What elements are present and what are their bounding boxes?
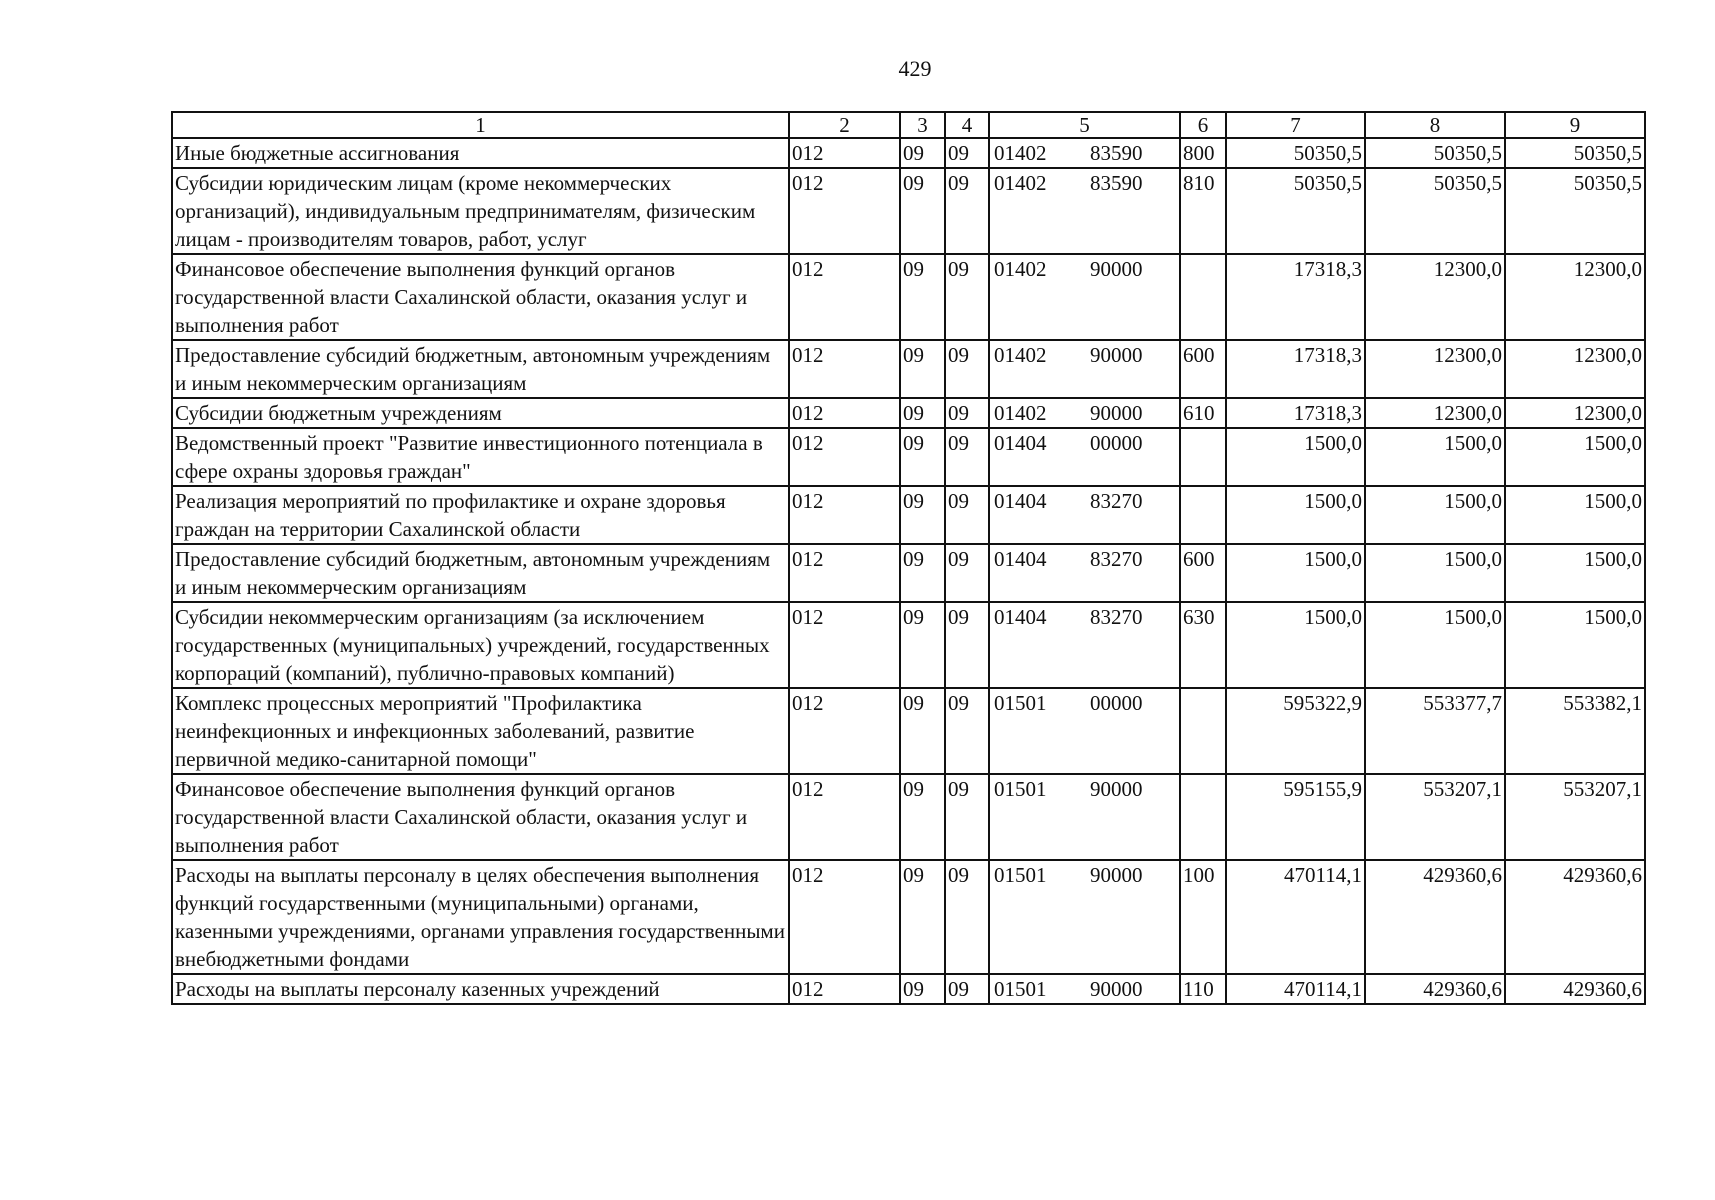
section-code-cell: 09 — [900, 486, 945, 544]
target-code-cell — [989, 398, 1180, 428]
table-row — [172, 340, 1645, 398]
subsection-code-cell: 09 — [945, 860, 989, 974]
name-cell: Субсидии бюджетным учреждениям — [172, 398, 789, 428]
subsection-code-cell: 09 — [945, 254, 989, 340]
expense-type-cell — [1180, 428, 1226, 486]
target-code-direction: 00000 — [1090, 691, 1143, 715]
admin-code-cell: 012 — [789, 486, 900, 544]
section-code-cell: 09 — [900, 428, 945, 486]
section-code-cell: 09 — [900, 254, 945, 340]
table-row — [172, 428, 1645, 486]
table-row — [172, 774, 1645, 860]
subsection-code-cell: 09 — [945, 774, 989, 860]
name-cell: Субсидии некоммерческим организациям (за исключением государственных (муниципальных) учреждений, государственных корпораций (компаний), публично-правовых компаний) — [172, 602, 789, 688]
admin-code-cell: 012 — [789, 398, 900, 428]
column-header-2: 2 — [789, 112, 900, 138]
table-row — [172, 254, 1645, 340]
subsection-code-cell: 09 — [945, 974, 989, 1004]
section-code-cell: 09 — [900, 544, 945, 602]
admin-code-cell: 012 — [789, 544, 900, 602]
target-code-program: 01404 — [994, 489, 1047, 513]
amount-col8-cell: 553207,1 — [1365, 774, 1505, 860]
expense-type-cell: 600 — [1180, 544, 1226, 602]
expense-type-cell: 610 — [1180, 398, 1226, 428]
amount-col8-cell: 50350,5 — [1365, 168, 1505, 254]
name-cell: Финансовое обеспечение выполнения функций органов государственной власти Сахалинской области, оказания услуг и выполнения работ — [172, 774, 789, 860]
column-header-3: 3 — [900, 112, 945, 138]
target-code-cell — [989, 544, 1180, 602]
target-code-direction: 83270 — [1090, 547, 1143, 571]
section-code-cell: 09 — [900, 138, 945, 168]
amount-col8-cell: 12300,0 — [1365, 254, 1505, 340]
name-cell: Субсидии юридическим лицам (кроме некоммерческих организаций), индивидуальным предпринимателям, физическим лицам - производителям товаров, работ, услуг — [172, 168, 789, 254]
amount-col9-cell: 429360,6 — [1505, 974, 1645, 1004]
section-code-cell: 09 — [900, 974, 945, 1004]
amount-col7-cell: 470114,1 — [1226, 860, 1365, 974]
amount-col8-cell: 12300,0 — [1365, 340, 1505, 398]
section-code-cell: 09 — [900, 774, 945, 860]
name-cell: Финансовое обеспечение выполнения функций органов государственной власти Сахалинской области, оказания услуг и выполнения работ — [172, 254, 789, 340]
target-code-direction: 90000 — [1090, 863, 1143, 887]
target-code-program: 01501 — [994, 777, 1047, 801]
expense-type-cell — [1180, 688, 1226, 774]
admin-code-cell: 012 — [789, 254, 900, 340]
target-code-program: 01501 — [994, 691, 1047, 715]
amount-col9-cell: 553382,1 — [1505, 688, 1645, 774]
section-code-cell: 09 — [900, 860, 945, 974]
expense-type-cell: 100 — [1180, 860, 1226, 974]
amount-col7-cell: 50350,5 — [1226, 168, 1365, 254]
subsection-code-cell: 09 — [945, 340, 989, 398]
amount-col8-cell: 1500,0 — [1365, 486, 1505, 544]
amount-col8-cell: 1500,0 — [1365, 544, 1505, 602]
amount-col9-cell: 1500,0 — [1505, 602, 1645, 688]
expense-type-cell: 800 — [1180, 138, 1226, 168]
amount-col9-cell: 12300,0 — [1505, 398, 1645, 428]
table-row — [172, 602, 1645, 688]
subsection-code-cell: 09 — [945, 168, 989, 254]
subsection-code-cell: 09 — [945, 688, 989, 774]
header-row — [172, 112, 1645, 138]
section-code-cell: 09 — [900, 688, 945, 774]
amount-col8-cell: 1500,0 — [1365, 602, 1505, 688]
amount-col8-cell: 1500,0 — [1365, 428, 1505, 486]
column-header-4: 4 — [945, 112, 989, 138]
target-code-cell — [989, 168, 1180, 254]
expense-type-cell: 810 — [1180, 168, 1226, 254]
amount-col9-cell: 50350,5 — [1505, 168, 1645, 254]
name-cell: Комплекс процессных мероприятий "Профилактика неинфекционных и инфекционных заболеваний, развитие первичной медико-санитарной помощи" — [172, 688, 789, 774]
amount-col7-cell: 1500,0 — [1226, 428, 1365, 486]
target-code-cell — [989, 254, 1180, 340]
target-code-cell — [989, 860, 1180, 974]
section-code-cell: 09 — [900, 602, 945, 688]
target-code-direction: 90000 — [1090, 401, 1143, 425]
amount-col7-cell: 17318,3 — [1226, 398, 1365, 428]
target-code-program: 01404 — [994, 547, 1047, 571]
amount-col9-cell: 12300,0 — [1505, 254, 1645, 340]
target-code-program: 01402 — [994, 257, 1047, 281]
table-row — [172, 398, 1645, 428]
target-code-cell — [989, 602, 1180, 688]
target-code-program: 01404 — [994, 431, 1047, 455]
column-header-7: 7 — [1226, 112, 1365, 138]
section-code-cell: 09 — [900, 398, 945, 428]
target-code-cell — [989, 428, 1180, 486]
budget-table — [171, 111, 1646, 1005]
name-cell: Предоставление субсидий бюджетным, автономным учреждениям и иным некоммерческим организациям — [172, 340, 789, 398]
amount-col8-cell: 429360,6 — [1365, 860, 1505, 974]
subsection-code-cell: 09 — [945, 398, 989, 428]
amount-col7-cell: 17318,3 — [1226, 254, 1365, 340]
target-code-program: 01501 — [994, 977, 1047, 1001]
subsection-code-cell: 09 — [945, 428, 989, 486]
target-code-program: 01402 — [994, 401, 1047, 425]
target-code-program: 01402 — [994, 343, 1047, 367]
column-header-8: 8 — [1365, 112, 1505, 138]
target-code-program: 01501 — [994, 863, 1047, 887]
column-header-1: 1 — [172, 112, 789, 138]
amount-col7-cell: 595155,9 — [1226, 774, 1365, 860]
expense-type-cell: 600 — [1180, 340, 1226, 398]
subsection-code-cell: 09 — [945, 486, 989, 544]
amount-col7-cell: 595322,9 — [1226, 688, 1365, 774]
target-code-direction: 90000 — [1090, 977, 1143, 1001]
table-row — [172, 860, 1645, 974]
admin-code-cell: 012 — [789, 602, 900, 688]
admin-code-cell: 012 — [789, 168, 900, 254]
target-code-program: 01402 — [994, 141, 1047, 165]
section-code-cell: 09 — [900, 340, 945, 398]
column-header-6: 6 — [1180, 112, 1226, 138]
amount-col9-cell: 553207,1 — [1505, 774, 1645, 860]
target-code-direction: 83270 — [1090, 605, 1143, 629]
page-number: 429 — [898, 56, 932, 81]
admin-code-cell: 012 — [789, 688, 900, 774]
target-code-cell — [989, 974, 1180, 1004]
target-code-program: 01404 — [994, 605, 1047, 629]
amount-col8-cell: 50350,5 — [1365, 138, 1505, 168]
amount-col7-cell: 1500,0 — [1226, 544, 1365, 602]
name-cell: Предоставление субсидий бюджетным, автономным учреждениям и иным некоммерческим организациям — [172, 544, 789, 602]
subsection-code-cell: 09 — [945, 138, 989, 168]
amount-col9-cell: 1500,0 — [1505, 486, 1645, 544]
name-cell: Иные бюджетные ассигнования — [172, 138, 789, 168]
admin-code-cell: 012 — [789, 340, 900, 398]
amount-col8-cell: 12300,0 — [1365, 398, 1505, 428]
amount-col8-cell: 553377,7 — [1365, 688, 1505, 774]
name-cell: Ведомственный проект "Развитие инвестиционного потенциала в сфере охраны здоровья граждан" — [172, 428, 789, 486]
target-code-cell — [989, 138, 1180, 168]
amount-col7-cell: 1500,0 — [1226, 602, 1365, 688]
target-code-cell — [989, 486, 1180, 544]
amount-col9-cell: 429360,6 — [1505, 860, 1645, 974]
admin-code-cell: 012 — [789, 428, 900, 486]
table-body — [172, 138, 1645, 1004]
name-cell: Расходы на выплаты персоналу в целях обеспечения выполнения функций государственными (муниципальными) органами, казенными учреждениями, органами управления государственными внебюджетными фондами — [172, 860, 789, 974]
name-cell: Реализация мероприятий по профилактике и охране здоровья граждан на территории Сахалинской области — [172, 486, 789, 544]
expense-type-cell: 110 — [1180, 974, 1226, 1004]
expense-type-cell: 630 — [1180, 602, 1226, 688]
table-row — [172, 688, 1645, 774]
target-code-cell — [989, 688, 1180, 774]
subsection-code-cell: 09 — [945, 544, 989, 602]
table-row — [172, 974, 1645, 1004]
amount-col9-cell: 1500,0 — [1505, 544, 1645, 602]
section-code-cell: 09 — [900, 168, 945, 254]
target-code-cell — [989, 774, 1180, 860]
amount-col9-cell: 1500,0 — [1505, 428, 1645, 486]
target-code-cell — [989, 340, 1180, 398]
amount-col7-cell: 1500,0 — [1226, 486, 1365, 544]
expense-type-cell — [1180, 486, 1226, 544]
target-code-direction: 90000 — [1090, 343, 1143, 367]
target-code-direction: 90000 — [1090, 777, 1143, 801]
amount-col7-cell: 50350,5 — [1226, 138, 1365, 168]
amount-col7-cell: 470114,1 — [1226, 974, 1365, 1004]
admin-code-cell: 012 — [789, 774, 900, 860]
target-code-direction: 83270 — [1090, 489, 1143, 513]
admin-code-cell: 012 — [789, 974, 900, 1004]
subsection-code-cell: 09 — [945, 602, 989, 688]
admin-code-cell: 012 — [789, 860, 900, 974]
table-row — [172, 544, 1645, 602]
amount-col9-cell: 12300,0 — [1505, 340, 1645, 398]
expense-type-cell — [1180, 774, 1226, 860]
table-row — [172, 168, 1645, 254]
amount-col8-cell: 429360,6 — [1365, 974, 1505, 1004]
amount-col9-cell: 50350,5 — [1505, 138, 1645, 168]
table-row — [172, 138, 1645, 168]
table-row — [172, 486, 1645, 544]
target-code-direction: 83590 — [1090, 171, 1143, 195]
column-header-9: 9 — [1505, 112, 1645, 138]
column-header-5: 5 — [989, 112, 1180, 138]
amount-col7-cell: 17318,3 — [1226, 340, 1365, 398]
admin-code-cell: 012 — [789, 138, 900, 168]
name-cell: Расходы на выплаты персоналу казенных учреждений — [172, 974, 789, 1004]
expense-type-cell — [1180, 254, 1226, 340]
target-code-program: 01402 — [994, 171, 1047, 195]
target-code-direction: 00000 — [1090, 431, 1143, 455]
target-code-direction: 90000 — [1090, 257, 1143, 281]
target-code-direction: 83590 — [1090, 141, 1143, 165]
